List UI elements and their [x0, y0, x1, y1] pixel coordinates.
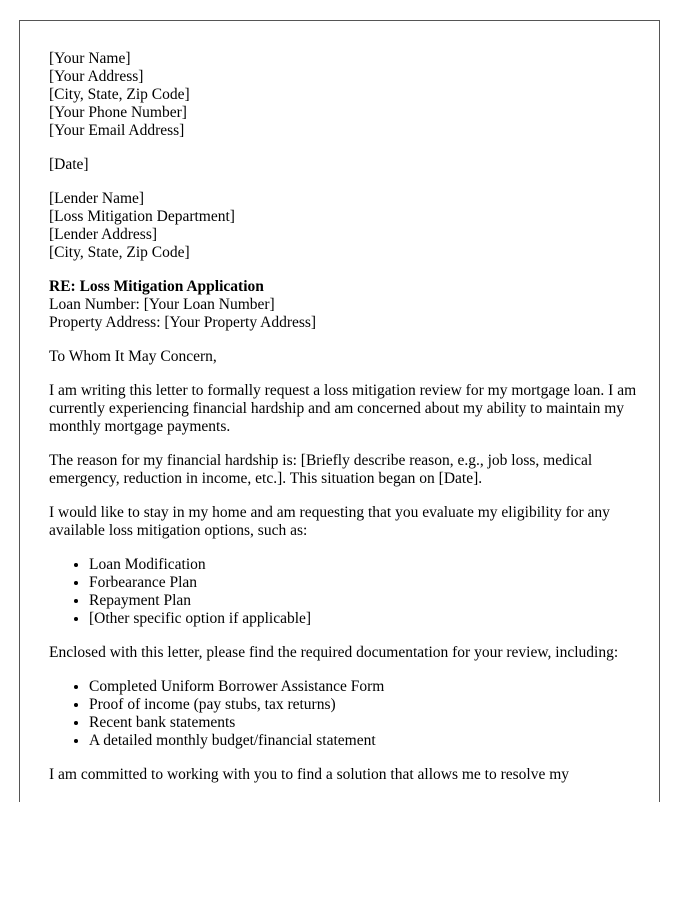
list-item: • Recent bank statements [89, 714, 639, 732]
recipient-city-state-zip: [City, State, Zip Code] [49, 244, 190, 261]
sender-phone: [Your Phone Number] [49, 104, 187, 121]
list-item: • Completed Uniform Borrower Assistance Form [89, 678, 639, 696]
sender-address: [Your Address] [49, 68, 144, 85]
list-item: • Forbearance Plan [89, 574, 639, 592]
list-item: • Repayment Plan [89, 592, 639, 610]
sender-email: [Your Email Address] [49, 122, 185, 139]
sender-block [49, 50, 639, 140]
closing-paragraph: I am committed to working with you to find a solution that allows me to resolve my [49, 766, 570, 783]
recipient-department: [Loss Mitigation Department] [49, 208, 235, 225]
documents-list [49, 678, 639, 750]
hardship-reason-paragraph: The reason for my financial hardship is: [Briefly describe reason, e.g., job loss, medical emergency, reduction in income, etc.]. This situation began on [Date]. [49, 452, 593, 487]
property-address: Property Address: [Your Property Address] [49, 314, 317, 331]
recipient-address: [Lender Address] [49, 226, 158, 243]
letter-page [19, 20, 660, 802]
sender-name: [Your Name] [49, 50, 131, 67]
list-item: • [Other specific option if applicable] [89, 610, 639, 628]
list-item: • Proof of income (pay stubs, tax returns) [89, 696, 639, 714]
recipient-block [49, 190, 639, 262]
date-block [49, 156, 639, 174]
loan-number: Loan Number: [Your Loan Number] [49, 296, 275, 313]
recipient-name: [Lender Name] [49, 190, 145, 207]
salutation: To Whom It May Concern, [49, 348, 217, 365]
request-paragraph: I would like to stay in my home and am requesting that you evaluate my eligibility for any available loss mitigation options, such as: [49, 504, 610, 539]
enclosed-paragraph: Enclosed with this letter, please find the required documentation for your review, including: [49, 644, 619, 661]
subject-block [49, 278, 639, 332]
list-item: • A detailed monthly budget/financial statement [89, 732, 639, 750]
letter-date: [Date] [49, 156, 89, 173]
letter-content [49, 50, 639, 800]
list-item: • Loan Modification [89, 556, 639, 574]
intro-paragraph: I am writing this letter to formally request a loss mitigation review for my mortgage loan. I am currently experiencing financial hardship and am concerned about my ability to maintain my monthly mortgage payments. [49, 382, 637, 435]
subject-line: RE: Loss Mitigation Application [49, 278, 264, 295]
mitigation-options-list [49, 556, 639, 628]
sender-city-state-zip: [City, State, Zip Code] [49, 86, 190, 103]
